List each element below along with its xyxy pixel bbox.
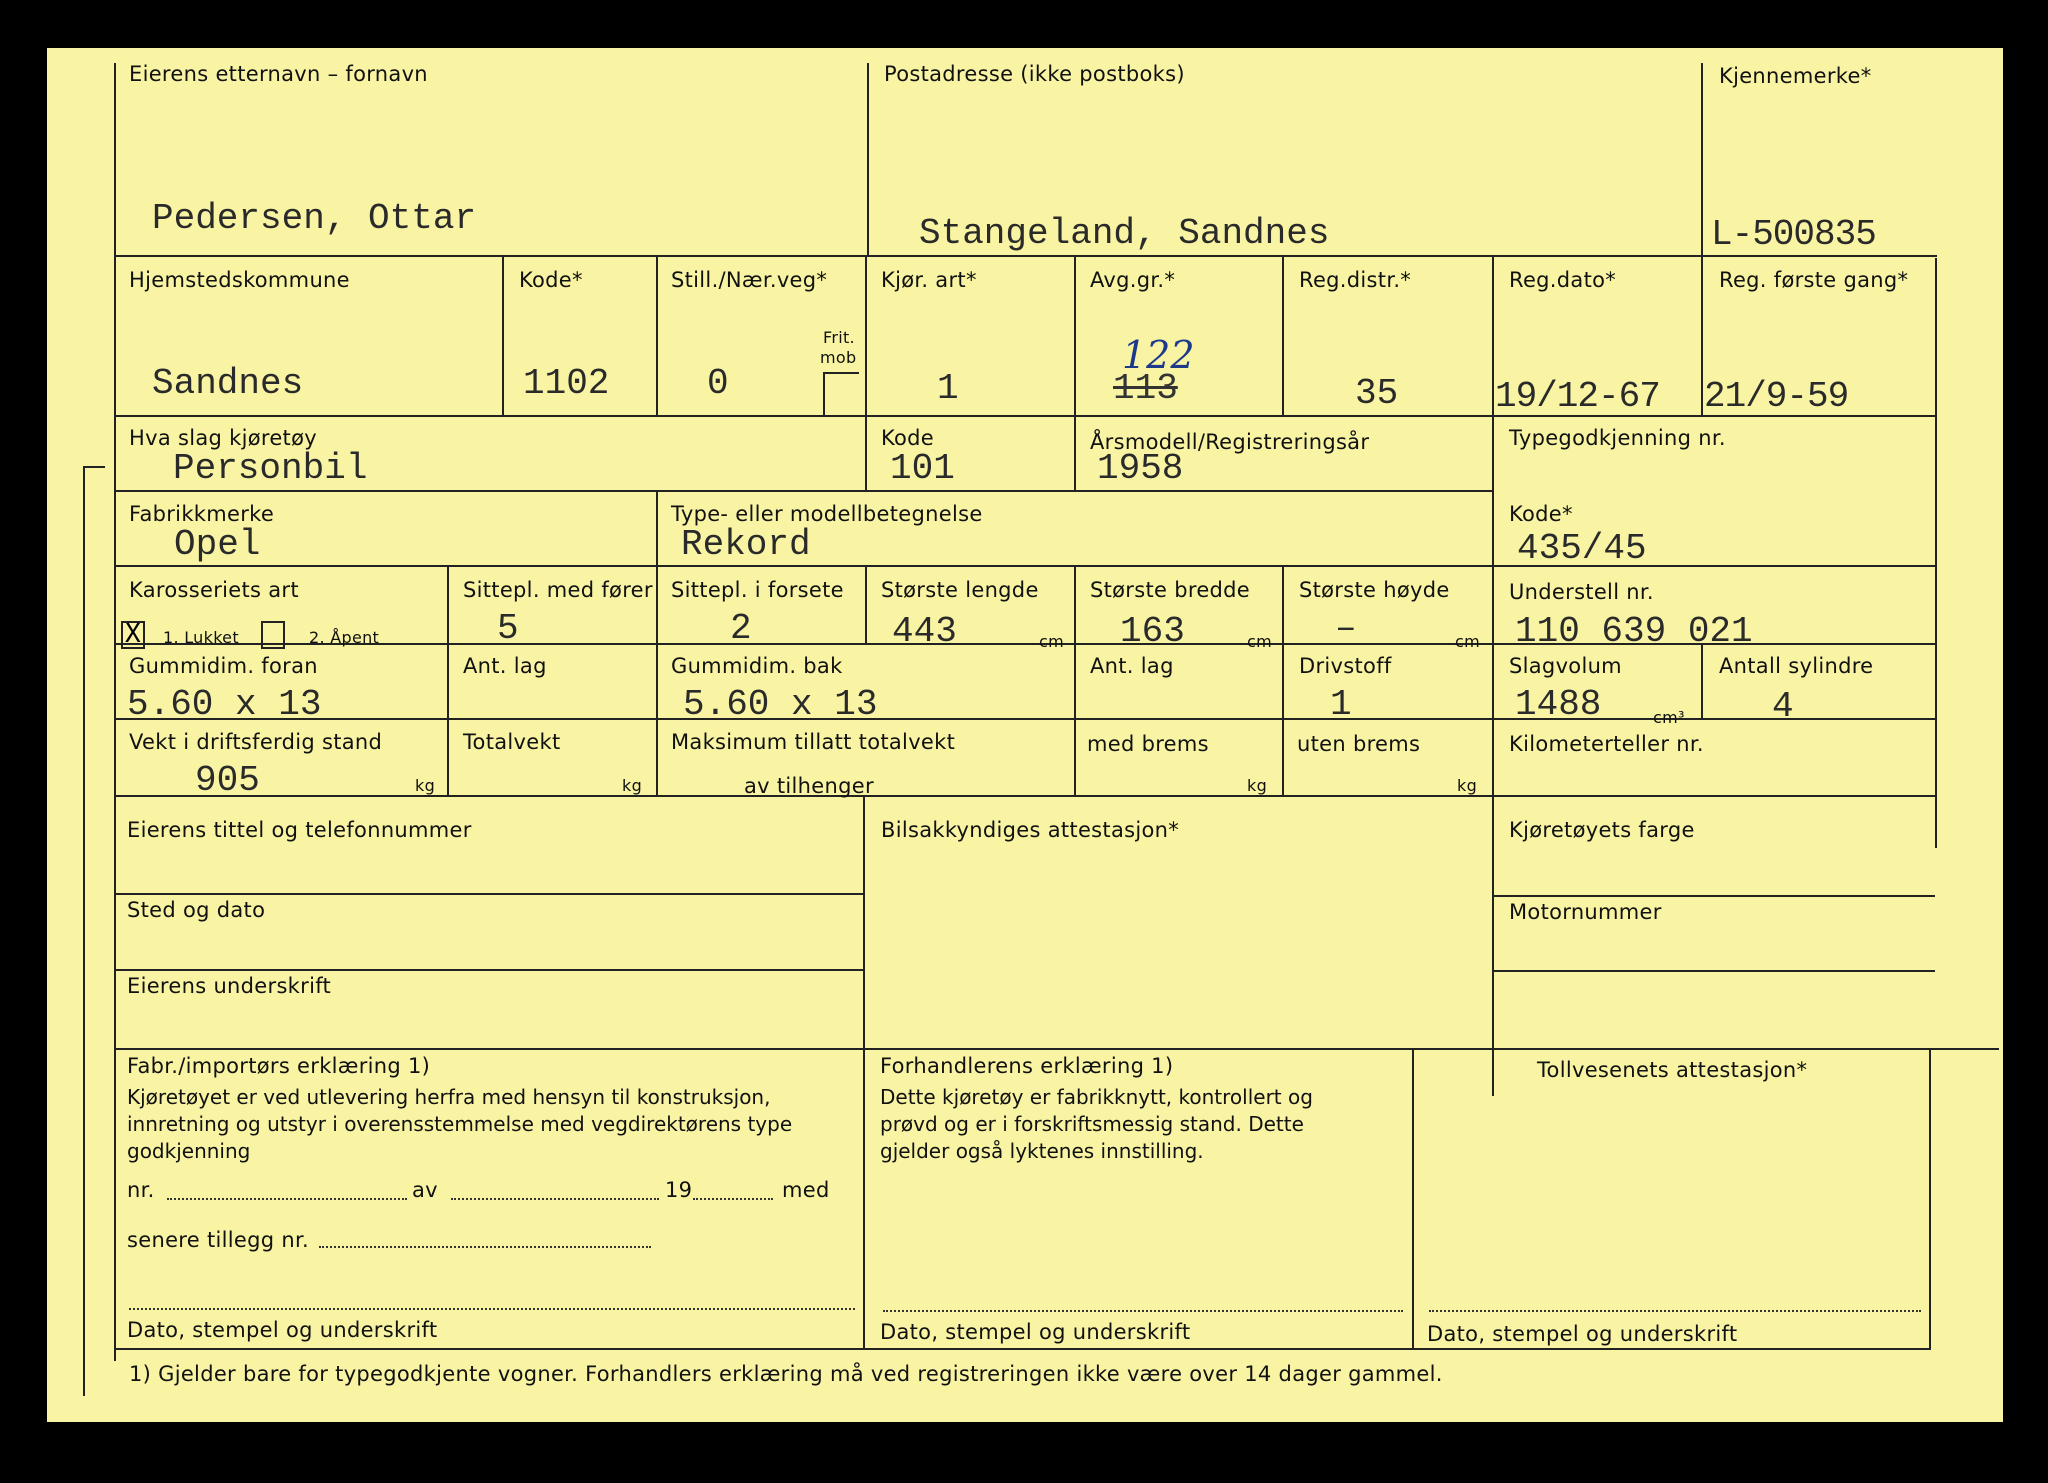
- ply-front-label: Ant. lag: [463, 654, 547, 678]
- med-label: med: [782, 1178, 830, 1202]
- addition-label: senere tillegg nr.: [127, 1228, 309, 1252]
- fuel-label: Drivstoff: [1299, 654, 1392, 678]
- chassis-label: Understell nr.: [1509, 580, 1654, 604]
- dealer-stamp-label: Dato, stempel og underskrift: [880, 1320, 1191, 1344]
- type-approval-label: Typegodkjenning nr.: [1509, 426, 1726, 450]
- dealer-text-3: gjelder også lyktenes innstilling.: [880, 1139, 1204, 1163]
- weight-unit: kg: [415, 776, 436, 795]
- engine-number-label: Motornummer: [1509, 900, 1662, 924]
- kjor-art-value[interactable]: 1: [937, 368, 959, 409]
- open-body-label: 2. Åpent: [309, 628, 380, 647]
- tire-rear-value[interactable]: 5.60 x 13: [683, 684, 878, 725]
- height-label: Største høyde: [1299, 578, 1450, 602]
- title-phone-label: Eierens tittel og telefonnummer: [127, 818, 472, 842]
- importer-text-2: innretning og utstyr i overensstemmelse med vegdirektørens type: [127, 1112, 793, 1136]
- plate-value[interactable]: L-500835: [1711, 214, 1876, 255]
- fuel-value[interactable]: 1: [1330, 684, 1352, 725]
- length-label: Største lengde: [881, 578, 1039, 602]
- make-value[interactable]: Opel: [174, 524, 261, 565]
- tire-front-label: Gummidim. foran: [129, 654, 318, 678]
- form-left-border: [114, 63, 116, 1361]
- with-brakes-label: med brems: [1087, 732, 1209, 756]
- max-trailer-label-2: av tilhenger: [744, 774, 874, 798]
- customs-attestation-title: Tollvesenets attestasjon*: [1537, 1058, 1808, 1082]
- seats-driver-label: Sittepl. med fører: [463, 578, 653, 602]
- with-brakes-unit: kg: [1247, 776, 1268, 795]
- municipality-value[interactable]: Sandnes: [152, 363, 304, 404]
- year-label: 19: [665, 1178, 693, 1202]
- vehicle-color-label: Kjøretøyets farge: [1509, 818, 1695, 842]
- seats-front-label: Sittepl. i forsete: [671, 578, 844, 602]
- avg-old-value: 113: [1113, 368, 1178, 409]
- vehicle-type-value[interactable]: Personbil: [173, 448, 368, 489]
- weight-label: Vekt i driftsferdig stand: [129, 730, 383, 754]
- owner-signature-label: Eierens underskrift: [127, 974, 332, 998]
- owner-name-label: Eierens etternavn – fornavn: [129, 62, 428, 86]
- seats-driver-value[interactable]: 5: [497, 608, 519, 649]
- width-label: Største bredde: [1090, 578, 1251, 602]
- type-code-label: Kode: [881, 426, 935, 450]
- type-code-value[interactable]: 101: [890, 448, 955, 489]
- av-label: av: [412, 1178, 438, 1202]
- avg-new-value[interactable]: 122: [1122, 333, 1195, 377]
- postal-address-label: Postadresse (ikke postboks): [884, 62, 1185, 86]
- code-value[interactable]: 1102: [523, 363, 610, 404]
- regdistr-value[interactable]: 35: [1355, 373, 1399, 414]
- model-year-label: Årsmodell/Registreringsår: [1090, 430, 1370, 454]
- length-unit: cm: [1039, 632, 1064, 651]
- dealer-declaration-title: Forhandlerens erklæring 1): [880, 1054, 1174, 1078]
- ply-rear-label: Ant. lag: [1090, 654, 1174, 678]
- total-weight-label: Totalvekt: [463, 730, 561, 754]
- width-unit: cm: [1247, 632, 1272, 651]
- nr-label: nr.: [127, 1178, 155, 1202]
- make-label: Fabrikkmerke: [129, 502, 275, 526]
- importer-text-1: Kjøretøyet er ved utlevering herfra med hensyn til konstruksjon,: [127, 1085, 771, 1109]
- dealer-text-1: Dette kjøretøy er fabrikknytt, kontrollert og: [880, 1085, 1313, 1109]
- closed-body-label: 1. Lukket: [163, 628, 239, 647]
- displacement-value[interactable]: 1488: [1515, 684, 1602, 725]
- total-weight-unit: kg: [622, 776, 643, 795]
- max-trailer-label: Maksimum tillatt totalvekt: [671, 730, 956, 754]
- importer-declaration-title: Fabr./importørs erklæring 1): [127, 1054, 431, 1078]
- dealer-text-2: prøvd og er i forskriftsmessig stand. Dette: [880, 1112, 1304, 1136]
- plate-label: Kjennemerke*: [1719, 64, 1872, 88]
- frit-label: Frit.: [823, 328, 855, 347]
- model-value[interactable]: Rekord: [681, 524, 811, 565]
- frit-mob-checkbox[interactable]: [823, 372, 859, 416]
- tire-rear-label: Gummidim. bak: [671, 654, 843, 678]
- without-brakes-label: uten brems: [1297, 732, 1421, 756]
- regdato-value[interactable]: 19/12-67: [1495, 376, 1660, 417]
- body-type-label: Karosseriets art: [129, 578, 299, 602]
- regdistr-label: Reg.distr.*: [1299, 268, 1412, 292]
- vehicle-registration-card: [47, 48, 2003, 1422]
- tire-front-value[interactable]: 5.60 x 13: [127, 684, 322, 725]
- inspector-attestation-label: Bilsakkyndiges attestasjon*: [881, 818, 1180, 842]
- footnote: 1) Gjelder bare for typegodkjente vogner. Forhandlers erklæring må ved registreringen ikke være over 14 dager gammel.: [129, 1362, 1443, 1386]
- open-body-checkbox[interactable]: [261, 621, 285, 649]
- closed-body-checkbox[interactable]: [121, 621, 145, 649]
- code-label: Kode*: [519, 268, 583, 292]
- customs-stamp-label: Dato, stempel og underskrift: [1427, 1322, 1738, 1346]
- length-value[interactable]: 443: [892, 611, 957, 652]
- importer-stamp-label: Dato, stempel og underskrift: [127, 1318, 438, 1342]
- model-label: Type- eller modellbetegnelse: [671, 502, 983, 526]
- weight-value[interactable]: 905: [195, 760, 260, 801]
- form-right-border: [1935, 258, 1937, 848]
- width-value[interactable]: 163: [1120, 611, 1185, 652]
- first-reg-value[interactable]: 21/9-59: [1704, 376, 1849, 417]
- margin-bracket: [83, 466, 85, 1396]
- mob-label: mob: [820, 348, 857, 367]
- chassis-value[interactable]: 110 639 021: [1515, 611, 1753, 652]
- cylinders-value[interactable]: 4: [1772, 686, 1794, 727]
- kjor-art-label: Kjør. art*: [881, 268, 977, 292]
- height-value[interactable]: –: [1335, 608, 1357, 649]
- odometer-label: Kilometerteller nr.: [1509, 732, 1704, 756]
- municipality-label: Hjemstedskommune: [129, 268, 350, 292]
- model-year-value[interactable]: 1958: [1097, 448, 1184, 489]
- still-label: Still./Nær.veg*: [671, 268, 828, 292]
- owner-name-value[interactable]: Pedersen, Ottar: [152, 198, 477, 239]
- avg-label: Avg.gr.*: [1090, 268, 1176, 292]
- postal-address-value[interactable]: Stangeland, Sandnes: [919, 213, 1330, 254]
- regdato-label: Reg.dato*: [1509, 268, 1617, 292]
- cylinders-label: Antall sylindre: [1719, 654, 1874, 678]
- closed-body-mark: X: [125, 619, 141, 649]
- height-unit: cm: [1455, 632, 1480, 651]
- model-code-label: Kode*: [1509, 502, 1573, 526]
- importer-text-3: godkjenning: [127, 1139, 251, 1163]
- first-reg-label: Reg. første gang*: [1719, 268, 1909, 292]
- model-code-value[interactable]: 435/45: [1517, 528, 1647, 569]
- vehicle-type-label: Hva slag kjøretøy: [129, 426, 317, 450]
- displacement-unit: cm³: [1653, 708, 1685, 727]
- displacement-label: Slagvolum: [1509, 654, 1622, 678]
- seats-front-value[interactable]: 2: [730, 608, 752, 649]
- place-date-label: Sted og dato: [127, 898, 266, 922]
- still-value[interactable]: 0: [707, 363, 729, 404]
- without-brakes-unit: kg: [1457, 776, 1478, 795]
